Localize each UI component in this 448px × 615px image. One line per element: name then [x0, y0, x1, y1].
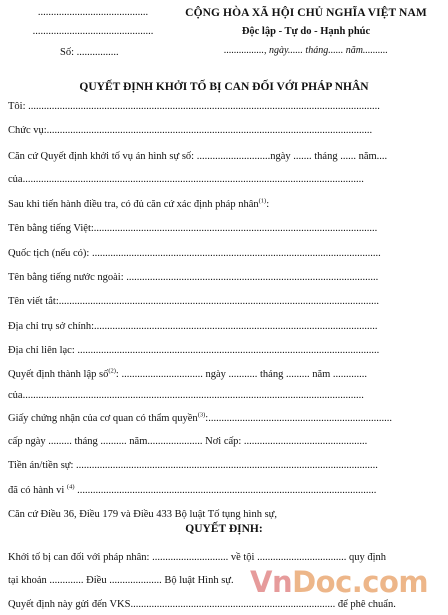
- footnote-marker: (3): [197, 412, 206, 419]
- form-line: [8, 412, 440, 425]
- form-line: [8, 484, 440, 497]
- form-line-text: của..................................................................................................................................: [8, 174, 364, 185]
- form-line: [8, 368, 440, 381]
- watermark-text-right: Doc.com: [292, 565, 429, 599]
- form-line-text: Sau khi tiến hành điều tra, có đủ căn cứ xác định pháp nhân: [8, 199, 259, 210]
- form-line-text: cấp ngày ......... tháng .......... năm..................... Nơi cấp: ...............................................: [8, 436, 368, 447]
- form-line: [8, 271, 440, 284]
- form-line-text: Địa chỉ trụ sở chính:............................................................................................................: [8, 321, 378, 332]
- form-line-text: Giấy chứng nhận của cơ quan có thẩm quyền: [8, 413, 198, 424]
- form-line-text-after: ..................................................................................................................: [74, 485, 377, 496]
- place-date-line: ................, ngày...... tháng...... năm..........: [224, 45, 388, 56]
- decision-line: Khởi tố bị can đối với pháp nhân: ............................. về tội .................................. quy định: [8, 552, 386, 563]
- form-line: [8, 508, 440, 521]
- form-line-text: Căn cứ Quyết định khởi tố vụ án hình sự số: ............................ngày ....... tháng ...... năm....: [8, 151, 388, 162]
- form-line-text: đã có hành vi: [8, 485, 67, 496]
- form-line-text: Tên bằng tiếng nước ngoài: ................................................................................................: [8, 272, 379, 283]
- form-line: [8, 198, 440, 211]
- form-line: [8, 173, 440, 186]
- form-line-text: Tôi: ......................................................................................................................................: [8, 101, 380, 112]
- form-line-text: Chức vụ:............................................................................................................................: [8, 125, 373, 136]
- form-line: [8, 150, 440, 163]
- document-title: QUYẾT ĐỊNH KHỞI TỐ BỊ CAN ĐỐI VỚI PHÁP NHÂN: [79, 81, 369, 93]
- form-line: [8, 320, 440, 333]
- decision-line: Quyết định này gửi đến VKS.............................................................................. để phê chuẩn.: [8, 599, 396, 610]
- form-line-text-after: :: [266, 199, 270, 210]
- decision-heading: QUYẾT ĐỊNH:: [185, 523, 263, 535]
- form-line: [8, 295, 440, 308]
- agency-line-2: ..............................................: [32, 26, 154, 37]
- form-line-text: Quyết định thành lập số: [8, 369, 109, 380]
- form-line-text: Quốc tịch (nếu có): ..............................................................................................................: [8, 248, 381, 259]
- watermark-text-left: Vn: [250, 565, 293, 599]
- form-line: [8, 344, 440, 357]
- form-line: [8, 459, 440, 472]
- national-motto: Độc lập - Tự do - Hạnh phúc: [241, 26, 371, 37]
- decision-line: tại khoản ............. Điều .................... Bộ luật Hình sự.: [8, 575, 234, 586]
- form-line-text: Tiền án/tiền sự: ...................................................................................................................: [8, 460, 378, 471]
- document-number: Số: ................: [60, 47, 119, 58]
- form-line-text: Địa chỉ liên lạc: ...................................................................................................................: [8, 345, 380, 356]
- form-line-text: Tên bằng tiếng Việt:............................................................................................................: [8, 223, 378, 234]
- form-line: [8, 100, 440, 113]
- form-line-text: Căn cứ Điều 36, Điều 179 và Điều 433 Bộ luật Tố tụng hình sự,: [8, 509, 277, 520]
- form-line: [8, 247, 440, 260]
- form-line-text: của..................................................................................................................................: [8, 390, 364, 401]
- vndoc-watermark-logo: [250, 562, 440, 602]
- form-line: [8, 389, 440, 402]
- form-line-text-after: :......................................................................: [205, 413, 392, 424]
- form-line-text-after: : ............................... ngày ........... tháng ......... năm .............: [115, 369, 368, 380]
- nation-name: CỘNG HÒA XÃ HỘI CHỦ NGHĨA VIỆT NAM: [185, 7, 427, 19]
- footnote-marker: (4): [66, 484, 75, 491]
- form-line-text: Tên viết tắt:..........................................................................................................................: [8, 296, 379, 307]
- form-line: [8, 222, 440, 235]
- footnote-marker: (1): [258, 198, 267, 205]
- form-line: [8, 435, 440, 448]
- agency-block: [18, 6, 168, 60]
- national-heading: [168, 6, 444, 58]
- form-line: [8, 124, 440, 137]
- footnote-marker: (2): [108, 368, 116, 375]
- agency-line-1: ..........................................: [37, 7, 149, 18]
